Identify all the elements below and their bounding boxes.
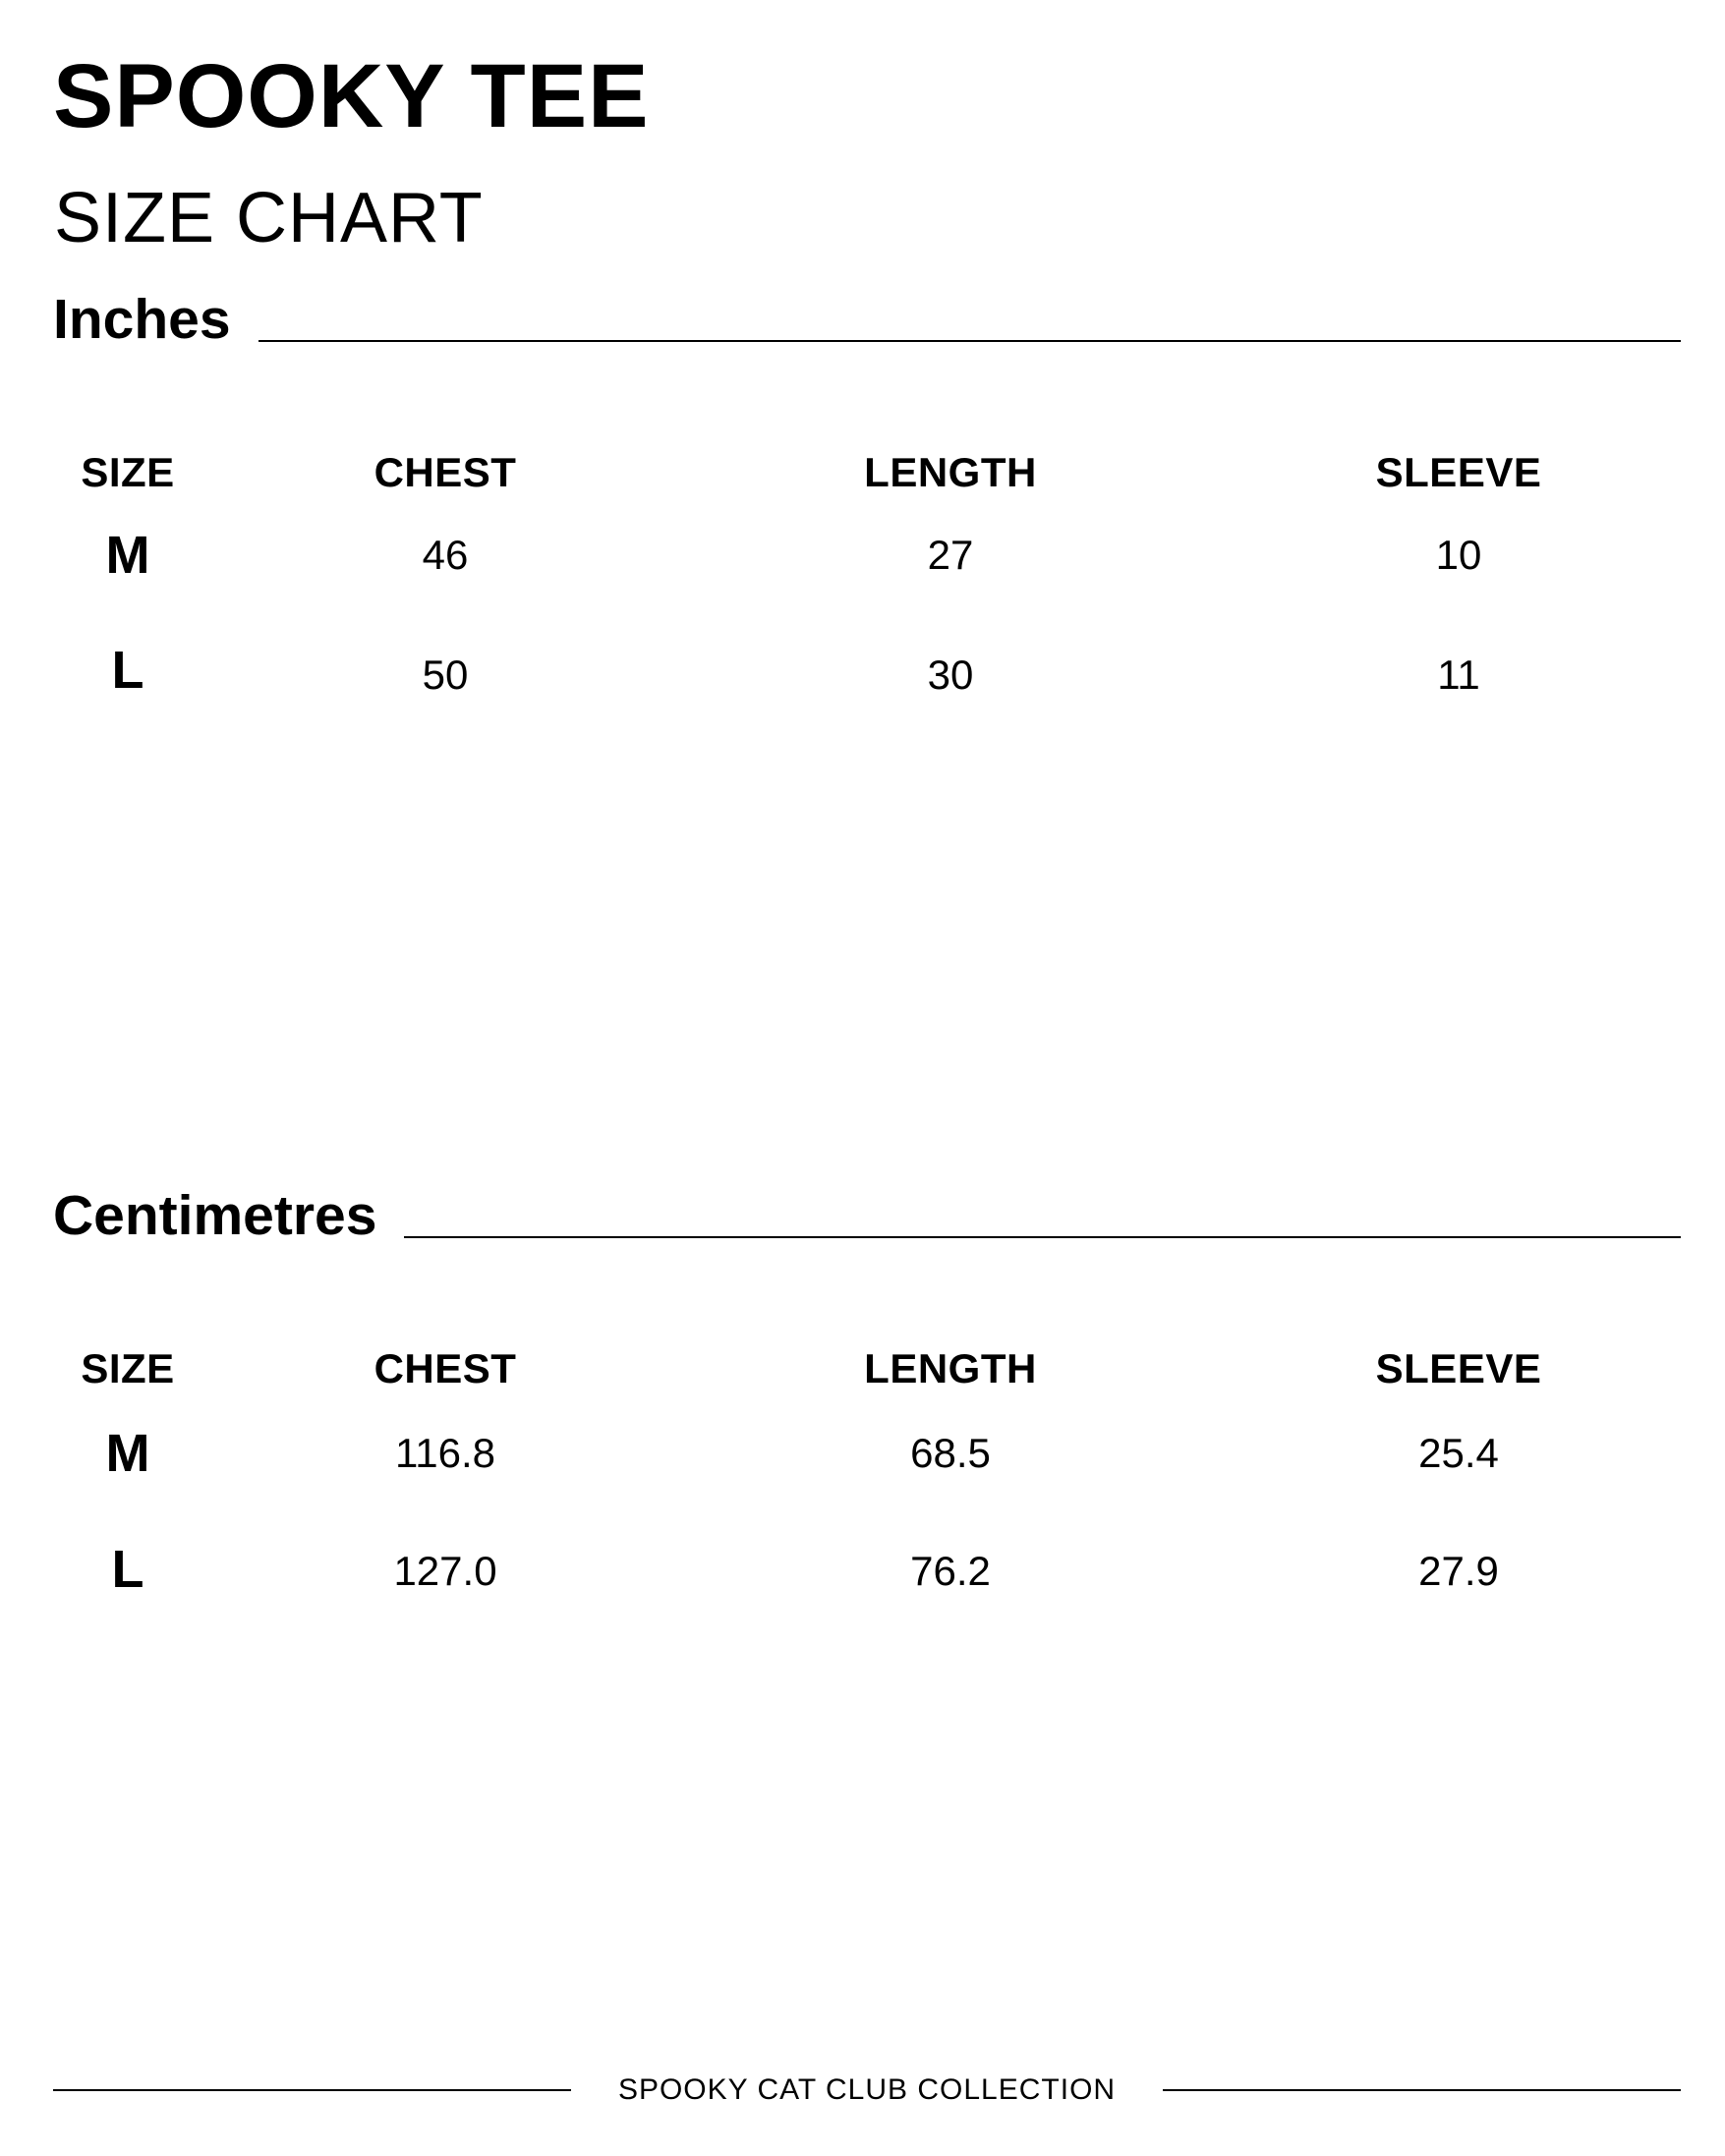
centimetres-section-title: Centimetres (53, 1184, 377, 1247)
sleeve-value: 10 (1435, 532, 1482, 578)
size-label: L (111, 1540, 144, 1599)
footer-text: SPOOKY CAT CLUB COLLECTION (617, 2073, 1117, 2106)
length-value: 30 (927, 652, 974, 698)
inches-section-title: Inches (53, 288, 231, 351)
footer-divider-right (1163, 2089, 1681, 2091)
size-label: L (111, 641, 144, 700)
column-header-size: SIZE (81, 1345, 175, 1391)
page-title: SPOOKY TEE (53, 46, 650, 146)
size-label: M (105, 526, 150, 585)
length-value: 68.5 (910, 1430, 991, 1476)
length-value: 76.2 (910, 1548, 991, 1594)
size-label: M (105, 1424, 150, 1483)
chest-value: 50 (422, 652, 469, 698)
inches-section (53, 279, 1681, 700)
column-header-sleeve: SLEEVE (1375, 449, 1542, 495)
column-header-sleeve: SLEEVE (1375, 1345, 1542, 1391)
centimetres-section-divider (404, 1236, 1681, 1238)
footer-divider-left (53, 2089, 571, 2091)
column-header-chest: CHEST (374, 449, 517, 495)
sleeve-value: 11 (1437, 652, 1480, 698)
centimetres-section-header (53, 1175, 1681, 1247)
footer (53, 2075, 1681, 2105)
column-header-chest: CHEST (374, 1345, 517, 1391)
centimetres-section (53, 1175, 1681, 1599)
chest-value: 116.8 (395, 1430, 495, 1476)
inches-section-divider (259, 340, 1681, 342)
column-header-length: LENGTH (864, 1345, 1037, 1391)
length-value: 27 (927, 532, 974, 578)
chest-value: 127.0 (393, 1548, 497, 1594)
column-header-size: SIZE (81, 449, 175, 495)
inches-section-header (53, 279, 1681, 351)
page-subtitle: SIZE CHART (54, 179, 484, 257)
column-header-length: LENGTH (864, 449, 1037, 495)
sleeve-value: 25.4 (1418, 1430, 1499, 1476)
chest-value: 46 (422, 532, 469, 578)
sleeve-value: 27.9 (1418, 1548, 1499, 1594)
